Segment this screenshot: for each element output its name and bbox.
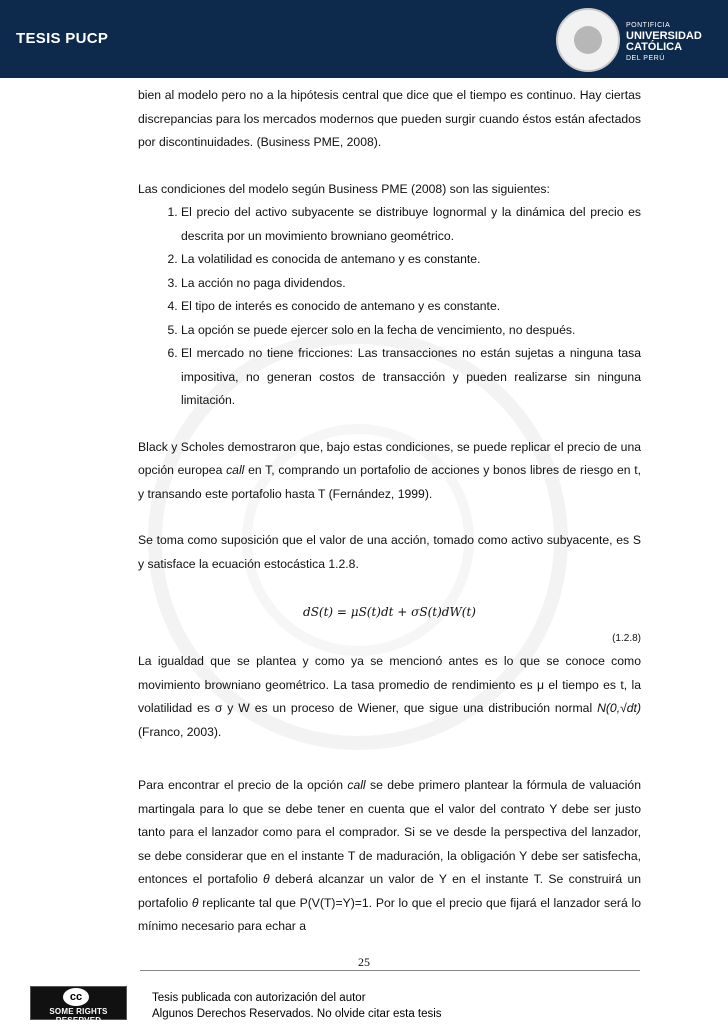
text-run: en T, comprando un portafolio de acciones y bonos libres de riesgo en t, y transando este portafolio hasta T (Fernández, 1999). — [138, 463, 642, 501]
paragraph-3 — [138, 436, 641, 507]
equation-number: (1.2.8) — [612, 632, 641, 644]
list-item: 6. El mercado no tiene fricciones: Las transacciones no están sujetas a ninguna tasa impositiva, no generan costos de transacción y pueden realizarse sin ninguna limitación. — [181, 342, 641, 413]
italic-term: call — [226, 463, 245, 477]
list-item: 2. La volatilidad es conocida de antemano y es constante. — [181, 248, 641, 272]
paragraph-4: Se toma como suposición que el valor de una acción, tomado como activo subyacente, es S y satisface la ecuación estocástica 1.2.8. — [138, 533, 641, 571]
text-run: Black y Scholes demostraron que, bajo estas condiciones, se puede replicar el precio de una opción europea — [138, 439, 641, 477]
conditions-list — [138, 201, 641, 413]
university-name-line1: PONTIFICIA — [626, 22, 671, 29]
university-seal-logo — [556, 8, 620, 72]
list-item: 4. El tipo de interés es conocido de antemano y es constante. — [181, 295, 641, 319]
cc-label: SOME RIGHTS RESERVED — [49, 1007, 108, 1025]
text-run: replicante tal que P(V(T)=Y)=1. Por lo que el precio que fijará el lanzador será lo mínimo necesario para echar a — [138, 895, 642, 933]
footer-line-2: Algunos Derechos Reservados. No olvide citar esta tesis — [152, 1008, 442, 1020]
italic-term: call — [347, 778, 366, 792]
cc-icon: cc — [63, 988, 89, 1006]
header-bar — [0, 0, 728, 78]
university-name — [626, 20, 702, 64]
page-number: 25 — [358, 955, 370, 969]
list-item: 1. El precio del activo subyacente se distribuye lognormal y la dinámica del precio es descrita por un movimiento browniano geométrico. — [181, 201, 641, 248]
italic-symbol: θ — [263, 872, 270, 886]
footer-divider — [140, 970, 640, 971]
university-name-line3: CATÓLICA — [626, 41, 683, 53]
creative-commons-badge — [30, 986, 127, 1025]
text-run: se debe primero plantear la fórmula de valuación martingala para lo que se debe tener en cuenta que el valor del contrato Y debe ser justo tanto para el lanzador como para el comprador. Si se ve desde la perspectiva del lanzador, se debe considerar que en el instante T de maduración, la obligación Y debe ser satisfecha, entonces el portafolio — [138, 778, 641, 886]
footer-notice — [152, 990, 442, 1022]
paragraph-5 — [138, 650, 641, 744]
document-body — [138, 84, 641, 939]
university-name-line2: UNIVERSIDAD — [626, 30, 702, 42]
text-run: La igualdad que se plantea y como ya se mencionó antes es lo que se conoce como movimiento browniano geométrico. La tasa promedio de rendimiento es μ el tiempo es t, la volatilidad es σ y W es un proceso de Wiener, que sigue una distribución normal — [138, 654, 641, 715]
text-run: Para encontrar el precio de la opción — [138, 778, 348, 792]
text-run: (Franco, 2003). — [138, 724, 222, 739]
header-title: TESIS PUCP — [16, 30, 109, 47]
text-run: deberá alcanzar un valor de Y en el instante T. Se construirá un portafolio — [138, 872, 641, 910]
list-item: 3. La acción no paga dividendos. — [181, 272, 641, 296]
paragraph-2: Las condiciones del modelo según Business PME (2008) son las siguientes: — [138, 181, 550, 196]
italic-symbol: θ — [191, 895, 199, 910]
footer-line-1: Tesis publicada con autorización del autor — [152, 992, 366, 1004]
paragraph-6 — [138, 774, 641, 939]
university-name-line4: DEL PERÚ — [626, 55, 665, 62]
equation: dS(t) = μS(t)dt + σS(t)dW(t) — [303, 605, 476, 619]
italic-term: N(0,√dt) — [597, 701, 641, 715]
paragraph-1: bien al modelo pero no a la hipótesis central que dice que el tiempo es continuo. Hay ciertas discrepancias para los mercados modernos que pueden surgir cuando éstos están afectados por discontinuidades. (Business PME, 2008). — [138, 88, 641, 149]
list-item: 5. La opción se puede ejercer solo en la fecha de vencimiento, no después. — [181, 319, 641, 343]
